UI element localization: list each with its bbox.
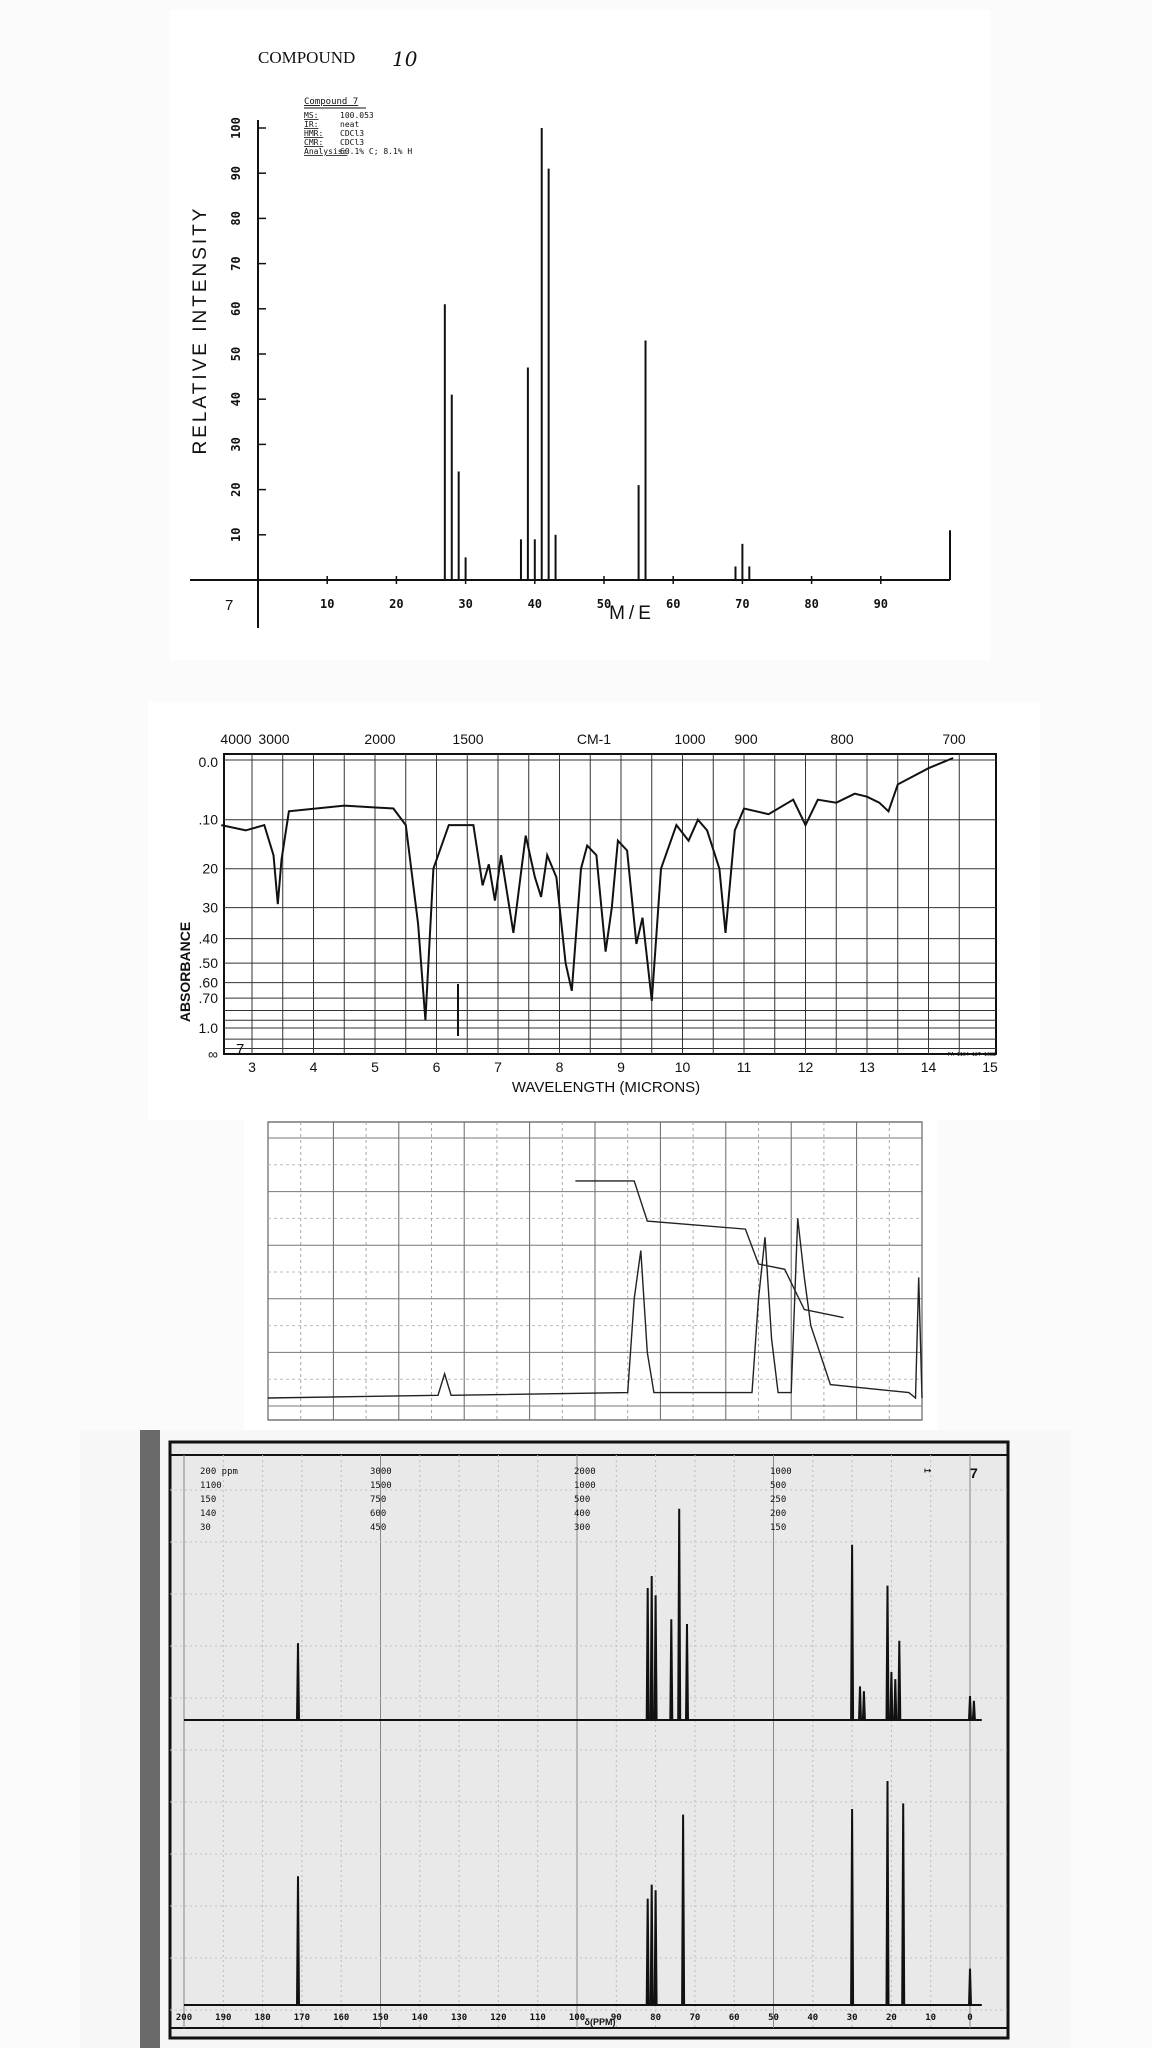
mass-spectrum-panel	[170, 10, 990, 660]
ir-x-tick-label: 7	[494, 1059, 502, 1075]
ms-info-value: 60.1% C; 8.1% H	[340, 147, 413, 156]
ir-y-tick-label: 20	[202, 860, 218, 877]
ms-bars	[445, 128, 950, 580]
ir-spectrum-panel	[148, 702, 1040, 1120]
c-nmr-x-tick-label: 170	[293, 2013, 311, 2023]
ms-x-tick-label: 90	[873, 597, 889, 611]
c-nmr-sweep-value: 3000	[370, 1467, 392, 1477]
c-nmr-left-margin	[140, 1430, 160, 2048]
ms-info-value: CDCl3	[340, 138, 365, 147]
c-nmr-x-tick-label: 100	[568, 2013, 586, 2023]
c-nmr-sweep-value: 400	[574, 1509, 591, 1519]
ir-corner-label: 7	[236, 1041, 245, 1058]
ir-x-tick-label: 4	[309, 1059, 318, 1075]
ms-compound-number: 10	[392, 47, 418, 71]
ir-x-tick-label: 15	[982, 1059, 998, 1075]
c-nmr-sweep-value: 750	[370, 1495, 387, 1505]
c-nmr-x-tick-label: 20	[885, 2013, 897, 2023]
ir-footer-code: PA-1104-12T 1082	[947, 1052, 996, 1058]
ir-spectrum-chart	[148, 702, 1040, 1120]
ir-top-tick-label: 800	[830, 731, 854, 747]
c-nmr-x-tick-label: 140	[411, 2013, 428, 2023]
ms-info-value: 100.053	[340, 111, 374, 120]
ir-axis-labels	[199, 731, 998, 1075]
ms-x-tick-label: 20	[389, 597, 404, 611]
c-nmr-x-tick-label: 130	[450, 2013, 468, 2023]
c-nmr-sweep-value: 300	[574, 1523, 591, 1533]
h-nmr-integral-trace	[575, 1181, 843, 1318]
ir-grid	[224, 754, 996, 1054]
ms-header: COMPOUND	[258, 48, 356, 67]
c-nmr-sweep-value: 250	[770, 1495, 787, 1505]
ir-top-tick-label: CM-1	[576, 731, 612, 747]
c-nmr-arrow-icon: ↦	[924, 1463, 932, 1477]
ir-y-tick-label: .70	[198, 990, 218, 1007]
ir-y-tick-label: 1.0	[198, 1020, 218, 1036]
ms-info-key: Analysis:	[304, 147, 348, 156]
c-nmr-x-tick-label: 70	[689, 2013, 701, 2023]
ir-y-tick-label: .50	[198, 955, 218, 972]
ms-info-block	[304, 111, 412, 156]
ir-x-tick-label: 3	[248, 1059, 256, 1075]
ir-y-tick-label: ∞	[208, 1046, 218, 1062]
c-nmr-sweep-value: 200	[770, 1509, 787, 1519]
ms-x-tick-label: 80	[804, 597, 819, 611]
c-nmr-sweep-value: 30	[200, 1523, 211, 1533]
ir-top-tick-label: 900	[734, 731, 758, 747]
h-nmr-panel	[244, 1104, 938, 1432]
ir-top-tick-label: 4000	[220, 731, 252, 747]
ir-trace	[221, 758, 953, 1020]
c-nmr-x-tick-label: 110	[529, 2013, 546, 2023]
ir-y-tick-label: .10	[198, 811, 218, 828]
ms-y-tick-label: 10	[229, 527, 243, 543]
ir-y-tick-label: .60	[198, 974, 218, 991]
ms-y-tick-label: 20	[229, 482, 243, 497]
ms-info-key: CMR:	[304, 138, 324, 147]
c-nmr-xlabel: δ(PPM)	[584, 2017, 616, 2027]
ir-top-tick-label: 2000	[364, 731, 396, 747]
h-nmr-chart	[244, 1104, 938, 1432]
c-nmr-x-tick-label: 60	[728, 2013, 740, 2023]
c-nmr-sweep-value: 500	[574, 1495, 591, 1505]
ir-top-tick-label: 3000	[258, 731, 290, 747]
ir-x-tick-label: 12	[797, 1059, 814, 1075]
ms-y-tick-label: 80	[229, 211, 243, 226]
c-nmr-id-label: 7	[970, 1465, 978, 1481]
c-nmr-sweep-value: 1500	[370, 1481, 392, 1491]
ir-x-tick-label: 14	[920, 1059, 937, 1075]
ms-x-tick-label: 60	[665, 597, 681, 611]
c-nmr-sweep-value: 150	[770, 1523, 787, 1533]
ms-y-tick-label: 60	[229, 301, 243, 317]
ms-corner-label: 7	[225, 597, 234, 614]
c-nmr-x-tick-label: 80	[650, 2013, 662, 2023]
ir-x-tick-label: 5	[371, 1059, 379, 1075]
ir-top-tick-label: 1000	[674, 731, 706, 747]
c-nmr-sweep-value: 150	[200, 1495, 217, 1505]
ir-frame	[224, 754, 996, 1054]
ms-x-tick-label: 50	[596, 597, 612, 611]
ms-axes	[190, 117, 950, 628]
mass-spectrum-chart	[170, 10, 990, 660]
ms-y-tick-label: 50	[229, 346, 243, 362]
c-nmr-sweep-value: 1000	[770, 1467, 792, 1477]
c-nmr-x-tick-label: 0	[967, 2013, 973, 2023]
ir-y-tick-label: .40	[198, 930, 218, 947]
c-nmr-x-tick-label: 180	[254, 2013, 271, 2023]
c-nmr-x-tick-label: 190	[215, 2013, 232, 2023]
c-nmr-sweep-value: 600	[370, 1509, 387, 1519]
ms-info-key: IR:	[304, 120, 319, 129]
ir-x-tick-label: 10	[674, 1059, 691, 1075]
c-nmr-sweep-value: 1100	[200, 1481, 222, 1491]
ms-y-tick-label: 100	[229, 117, 243, 139]
c-nmr-x-tick-label: 90	[610, 2013, 622, 2023]
c-nmr-x-tick-label: 120	[490, 2013, 507, 2023]
c-nmr-sweep-value: 2000	[574, 1467, 596, 1477]
ms-info-key: HMR:	[304, 129, 324, 138]
ms-info-title: Compound 7	[304, 97, 359, 107]
ms-y-tick-label: 30	[229, 437, 243, 452]
c-nmr-sweep-value: 140	[200, 1509, 217, 1519]
c-nmr-chart	[80, 1430, 1070, 2048]
ir-xlabel: WAVELENGTH (MICRONS)	[511, 1079, 701, 1096]
c-nmr-sweep-value: 500	[770, 1481, 787, 1491]
c-nmr-x-tick-label: 160	[333, 2013, 350, 2023]
c-nmr-sweep-value: 450	[370, 1523, 387, 1533]
ms-x-tick-label: 40	[527, 597, 543, 611]
ms-y-tick-label: 70	[229, 256, 243, 271]
ms-x-tick-label: 30	[458, 597, 473, 611]
ir-x-tick-label: 13	[859, 1059, 875, 1075]
c-nmr-x-tick-label: 200	[175, 2013, 193, 2023]
ir-ylabel: ABSORBANCE	[177, 921, 193, 1023]
ms-xlabel: M/E	[609, 603, 655, 624]
c-nmr-x-tick-label: 50	[768, 2013, 779, 2023]
ms-x-tick-label: 70	[735, 597, 750, 611]
ir-x-tick-label: 8	[555, 1059, 564, 1075]
c-nmr-panel	[80, 1430, 1070, 2048]
ms-info-value: neat	[340, 120, 360, 129]
ir-top-tick-label: 1500	[452, 731, 484, 747]
c-nmr-x-tick-label: 150	[372, 2013, 389, 2023]
h-nmr-grid	[268, 1122, 922, 1420]
ms-y-tick-label: 40	[229, 391, 243, 407]
ms-info-key: MS:	[304, 111, 319, 120]
c-nmr-x-tick-label: 10	[925, 2013, 937, 2023]
ir-x-tick-label: 6	[432, 1059, 441, 1075]
ms-info-value: CDCl3	[340, 129, 365, 138]
c-nmr-range-label: 200 ppm	[200, 1467, 238, 1477]
ms-x-tick-label: 10	[319, 597, 335, 611]
ir-x-tick-label: 11	[736, 1059, 752, 1075]
c-nmr-ppm-axis	[176, 2013, 973, 2023]
c-nmr-x-tick-label: 40	[807, 2013, 819, 2023]
ms-ylabel: RELATIVE INTENSITY	[190, 205, 211, 455]
ir-y-tick-label: 0.0	[198, 754, 218, 770]
ms-y-tick-label: 90	[229, 165, 243, 181]
c-nmr-x-tick-label: 30	[846, 2013, 858, 2023]
ir-x-tick-label: 9	[617, 1059, 625, 1075]
ir-top-tick-label: 700	[942, 731, 966, 747]
c-nmr-sweep-value: 1000	[574, 1481, 596, 1491]
ir-y-tick-label: 30	[202, 899, 218, 916]
